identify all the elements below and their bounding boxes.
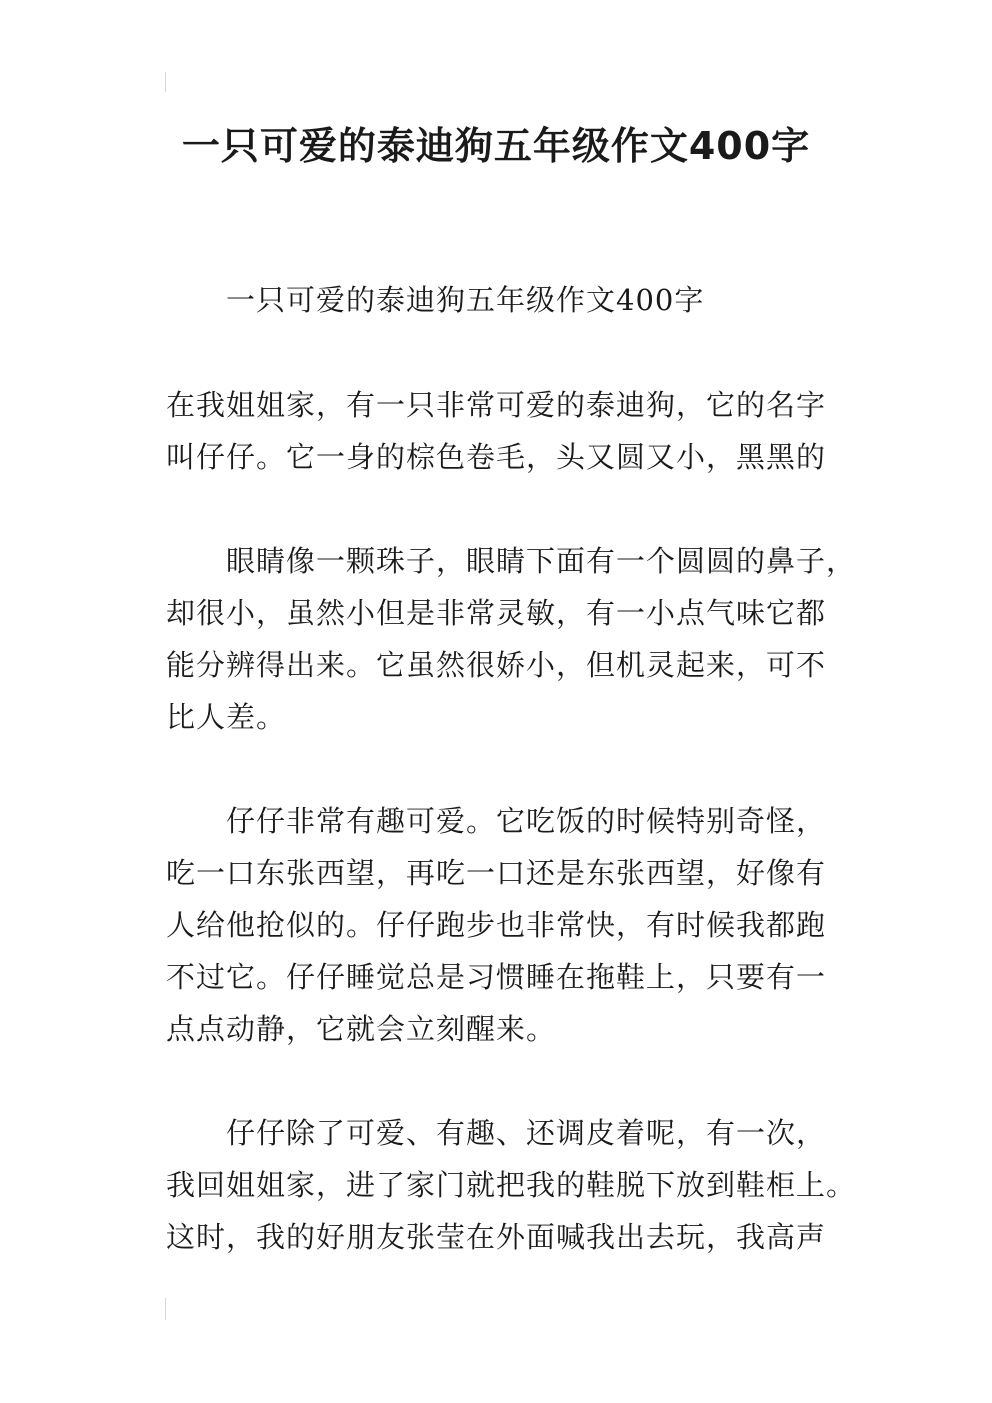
document-subtitle: 一只可爱的泰迪狗五年级作文400字 [226, 283, 705, 317]
text-line: 不过它。仔仔睡觉总是习惯睡在拖鞋上，只要有一 [166, 960, 827, 994]
text-line: 点点动静，它就会立刻醒来。 [166, 1012, 557, 1046]
text-line: 仔仔非常有趣可爱。它吃饭的时候特别奇怪， [226, 804, 827, 838]
text-line: 能分辨得出来。它虽然很娇小，但机灵起来，可不 [166, 648, 827, 682]
margin-mark-top [165, 72, 166, 92]
text-line: 叫仔仔。它一身的棕色卷毛，头又圆又小，黑黑的 [166, 440, 827, 474]
text-line: 我回姐姐家，进了家门就把我的鞋脱下放到鞋柜上。 [166, 1168, 857, 1202]
margin-mark-bottom [165, 1298, 166, 1320]
text-line: 仔仔除了可爱、有趣、还调皮着呢，有一次， [226, 1116, 827, 1150]
text-line: 这时，我的好朋友张莹在外面喊我出去玩，我高声 [166, 1220, 827, 1254]
text-line: 人给他抢似的。仔仔跑步也非常快，有时候我都跑 [166, 908, 827, 942]
text-line: 在我姐姐家，有一只非常可爱的泰迪狗，它的名字 [166, 388, 827, 422]
text-line: 吃一口东张西望，再吃一口还是东张西望，好像有 [166, 856, 827, 890]
text-line: 眼睛像一颗珠子，眼睛下面有一个圆圆的鼻子， [226, 544, 857, 578]
document-title: 一只可爱的泰迪狗五年级作文400字 [181, 124, 811, 168]
text-line: 却很小，虽然小但是非常灵敏，有一小点气味它都 [166, 596, 827, 630]
text-line: 比人差。 [166, 700, 287, 734]
